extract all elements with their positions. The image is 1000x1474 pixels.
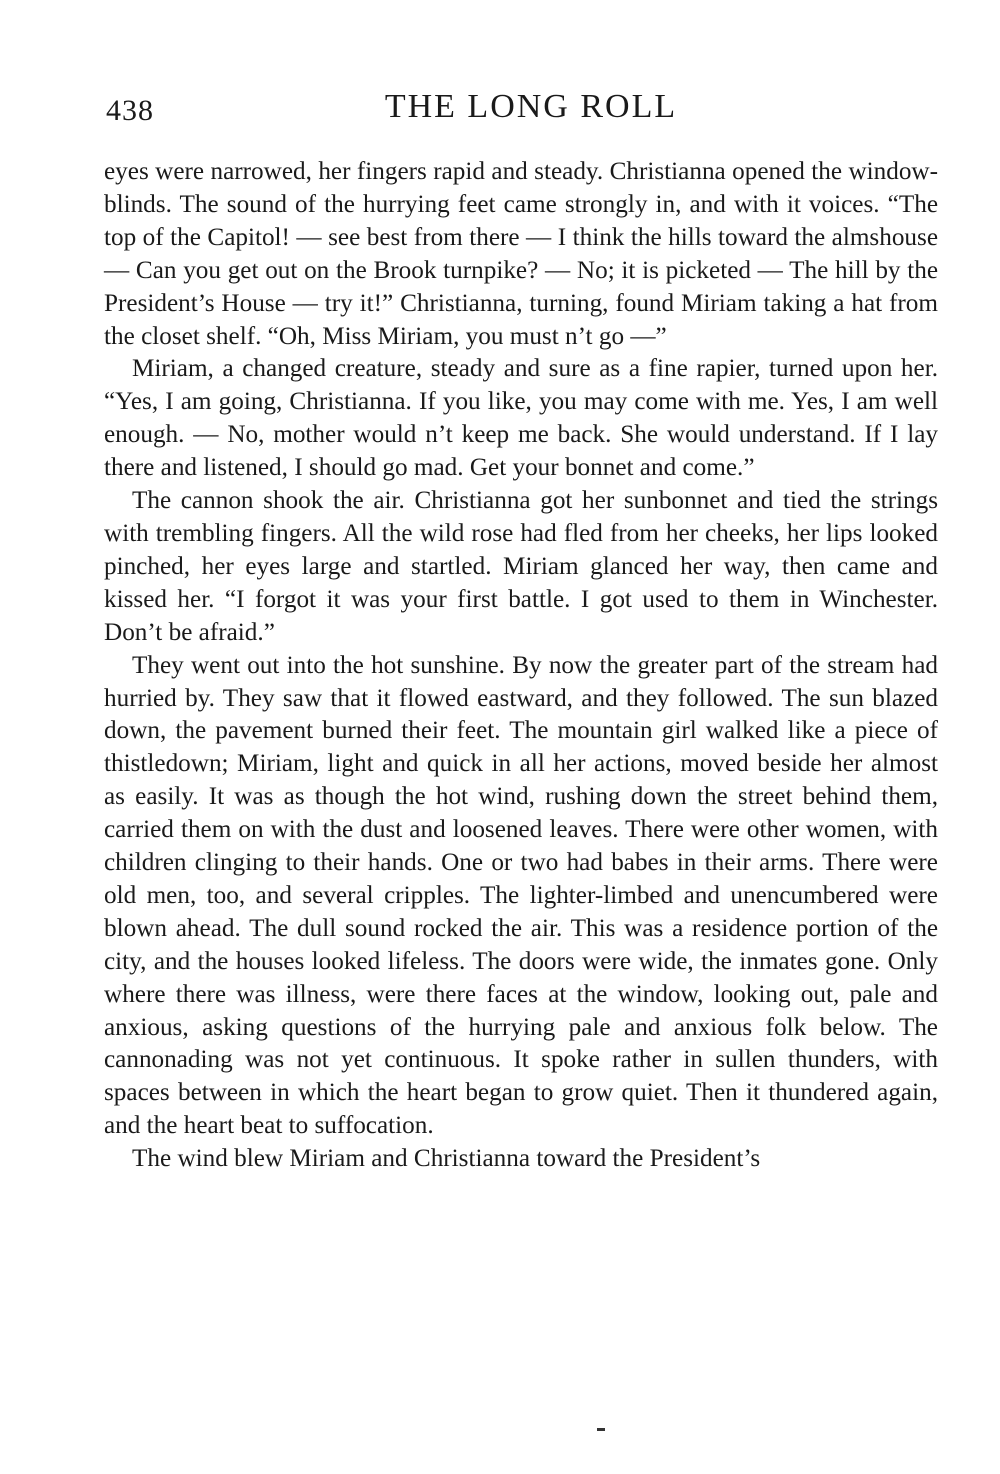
paragraph-3: The cannon shook the air. Christianna got her sunbonnet and tied the strings with trembling fingers. All the wild rose had fled from her cheeks, her lips looked pinched, her eyes large and startled. Miriam glanced her way, then came and kissed her. “I forgot it was your first battle. I got used to them in Winchester. Don’t be afraid.” [104, 487, 938, 646]
paragraph-1: eyes were narrowed, her fingers rapid and steady. Christianna opened the window-blinds. The sound of the hurrying feet came strongly in, and with it voices. “The top of the Capitol! — see best from there — I think the hills toward the almshouse — Can you get out on the Brook turnpike? — No; it is picketed — The hill by the President’s House — try it!” Christianna, turning, found Miriam taking a hat from the closet shelf. “Oh, Miss Miriam, you must n’t go —” [104, 158, 938, 350]
paragraph-5: The wind blew Miriam and Christianna toward the President’s [132, 1145, 761, 1173]
paragraph-4: They went out into the hot sunshine. By now the greater part of the stream had hurried by. They saw that it flowed eastward, and they followed. The sun blazed down, the pavement burned their feet. The mountain girl walked like a piece of thistledown; Miriam, light and quick in all her actions, moved beside her almost as easily. It was as though the hot wind, rushing down the street behind them, carried them on with the dust and loosened leaves. There were other women, with children clinging to their hands. One or two had babes in their arms. There were old men, too, and several cripples. The lighter-limbed and unencumbered were blown ahead. The dull sound rocked the air. This was a residence portion of the city, and the houses looked lifeless. The doors were wide, the inmates gone. Only where there was illness, were there faces at the window, looking out, pale and anxious, asking questions of the hurrying pale and anxious folk below. The cannonading was not yet continuous. It spoke rather in sullen thunders, with spaces between in which the heart began to grow quiet. Then it thundered again, and the heart beat to suffocation. [104, 651, 938, 1140]
page-number: 438 [106, 94, 154, 127]
paragraph-2: Miriam, a changed creature, steady and sure as a fine rapier, turned upon her. “Yes, I am going, Christianna. If you like, you may come with me. Yes, I am well enough. — No, mother would n’t keep me back. She would understand. If I lay there and listened, I should go mad. Get your bonnet and come.” [104, 355, 938, 482]
body-text [104, 156, 938, 1176]
running-title: THE LONG ROLL [384, 88, 678, 125]
signature-mark [597, 1428, 605, 1431]
page-header [106, 88, 936, 132]
